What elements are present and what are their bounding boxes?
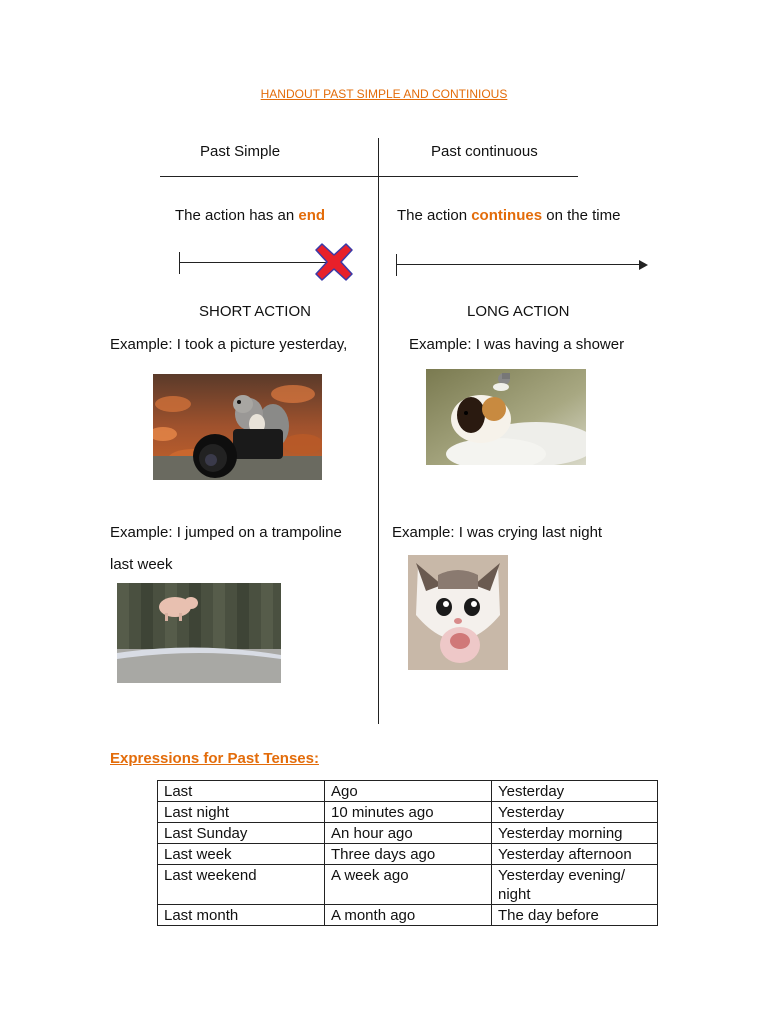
description-accent: continues	[471, 207, 543, 224]
past-simple-description	[175, 207, 325, 224]
table-row	[158, 823, 658, 844]
past-continuous-description	[397, 207, 620, 224]
table-row	[158, 802, 658, 823]
past-simple-heading: Past Simple	[200, 143, 281, 160]
table-cell: Yesterday evening/ night	[492, 865, 658, 905]
table-cell: Ago	[325, 781, 492, 802]
table-row	[158, 905, 658, 926]
table-cell: A month ago	[325, 905, 492, 926]
description-text: The action	[397, 207, 472, 224]
past-simple-example-1: Example: I took a picture yesterday,	[110, 336, 348, 353]
guinea-pig-shower-photo	[426, 369, 586, 465]
table-cell: An hour ago	[325, 823, 492, 844]
table-cell: Yesterday	[492, 781, 658, 802]
timeline-start-tick	[179, 252, 180, 274]
past-continuous-timeline	[397, 264, 641, 265]
handout-title: HANDOUT PAST SIMPLE AND CONTINIOUS	[260, 87, 508, 101]
past-continuous-example-1: Example: I was having a shower	[409, 336, 625, 353]
past-simple-example-2-line-2: last week	[110, 556, 173, 573]
timeline-start-tick	[396, 254, 397, 276]
table-cell: Last weekend	[158, 865, 325, 905]
expressions-title: Expressions for Past Tenses:	[110, 750, 319, 767]
column-divider	[378, 138, 379, 724]
pig-trampoline-photo	[117, 583, 281, 683]
table-cell: Last Sunday	[158, 823, 325, 844]
table-row	[158, 844, 658, 865]
table-cell: A week ago	[325, 865, 492, 905]
table-cell: Last week	[158, 844, 325, 865]
past-simple-example-2-line-1: Example: I jumped on a trampoline	[110, 524, 342, 541]
red-x-cross-icon	[314, 242, 354, 282]
short-action-label: SHORT ACTION	[199, 303, 311, 320]
table-cell: Last night	[158, 802, 325, 823]
past-simple-timeline	[180, 262, 330, 263]
table-cell: Three days ago	[325, 844, 492, 865]
description-text: The action has an	[175, 207, 299, 224]
arrow-right-icon	[639, 260, 648, 270]
crying-cat-photo	[408, 555, 508, 670]
description-accent: end	[298, 207, 326, 224]
squirrel-camera-photo	[153, 374, 322, 480]
header-divider	[160, 176, 578, 177]
long-action-label: LONG ACTION	[467, 303, 570, 320]
past-continuous-heading: Past continuous	[431, 143, 538, 160]
table-cell: Last month	[158, 905, 325, 926]
table-cell: The day before	[492, 905, 658, 926]
table-cell: Yesterday	[492, 802, 658, 823]
description-text: on the time	[542, 207, 621, 224]
table-cell: Yesterday afternoon	[492, 844, 658, 865]
table-row	[158, 865, 658, 905]
table-cell: 10 minutes ago	[325, 802, 492, 823]
table-cell: Last	[158, 781, 325, 802]
table-cell: Yesterday morning	[492, 823, 658, 844]
expressions-table	[157, 780, 658, 926]
past-continuous-example-2: Example: I was crying last night	[392, 524, 603, 541]
table-row	[158, 781, 658, 802]
